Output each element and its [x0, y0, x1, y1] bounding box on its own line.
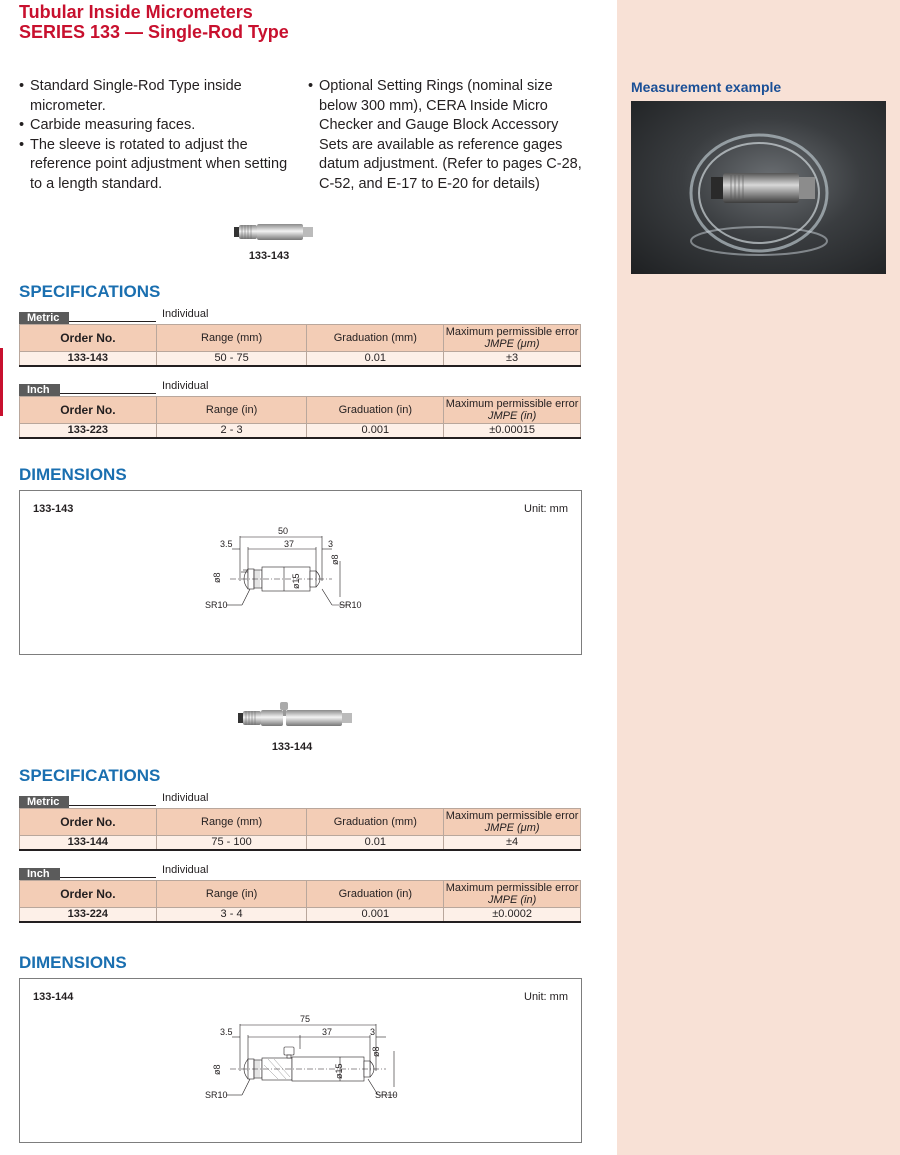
- cell-range: 2 - 3: [156, 424, 307, 439]
- mpe-line-2: JMPE (in): [487, 894, 537, 906]
- inch-tag: [19, 864, 156, 878]
- cell-range: 75 - 100: [156, 836, 307, 851]
- dim-sr-right: SR10: [375, 1090, 398, 1100]
- cell-range: 3 - 4: [156, 908, 307, 923]
- inch-tab-label: Inch: [19, 384, 60, 396]
- dim-dia-right: ø8: [330, 554, 340, 565]
- product-image-133-143: [234, 221, 316, 243]
- measurement-example-title: Measurement example: [631, 79, 782, 95]
- dim-sr-left: SR10: [205, 1090, 228, 1100]
- dim-right: 3: [328, 539, 334, 549]
- specifications-heading: SPECIFICATIONS: [19, 282, 161, 301]
- product-image-133-144: [238, 698, 354, 730]
- cell-order: 133-143: [20, 352, 157, 367]
- metric-tab-label: Metric: [19, 796, 69, 808]
- cell-mpe: ±4: [444, 836, 581, 851]
- col-header-range: Range (in): [156, 881, 307, 908]
- cell-order: 133-144: [20, 836, 157, 851]
- cell-graduation: 0.001: [307, 424, 444, 439]
- col-header-order: Order No.: [20, 397, 157, 424]
- metric-tag: [19, 308, 156, 322]
- bullet-list-right: [308, 77, 588, 194]
- dim-dia-big: ø15: [291, 573, 301, 589]
- col-header-mpe: [444, 881, 581, 908]
- metric-spec-table: [19, 808, 581, 851]
- product-label: 133-143: [248, 250, 290, 262]
- metric-tab-label: Metric: [19, 312, 69, 324]
- title-line-1: Tubular Inside Micrometers: [19, 2, 253, 22]
- dimension-model-label: 133-144: [33, 991, 74, 1003]
- table-row: [20, 424, 581, 439]
- inch-note: Individual: [162, 864, 209, 876]
- col-header-order: Order No.: [20, 325, 157, 352]
- bullet-item: • The sleeve is rotated to adjust the reference point adjustment when setting to a length standard.: [19, 136, 301, 195]
- inch-spec-table: [19, 396, 581, 439]
- inch-tab-label: Inch: [19, 868, 60, 880]
- bullet-item: • Standard Single-Rod Type inside micrometer.: [19, 77, 301, 116]
- dimensions-heading: DIMENSIONS: [19, 465, 127, 484]
- col-header-range: Range (mm): [156, 325, 307, 352]
- col-header-order: Order No.: [20, 809, 157, 836]
- dim-dia-right: ø8: [371, 1046, 381, 1057]
- cell-mpe: ±0.00015: [444, 424, 581, 439]
- col-header-graduation: Graduation (in): [307, 881, 444, 908]
- col-header-mpe: [444, 325, 581, 352]
- table-row: [20, 908, 581, 923]
- col-header-range: Range (in): [156, 397, 307, 424]
- dimension-unit: Unit: mm: [524, 991, 568, 1003]
- cell-mpe: ±3: [444, 352, 581, 367]
- dimensions-heading: DIMENSIONS: [19, 953, 127, 972]
- dim-dia-small: ø8: [212, 1064, 222, 1075]
- measurement-example-photo: [631, 101, 886, 274]
- cell-order: 133-224: [20, 908, 157, 923]
- dim-dia-big: ø15: [334, 1063, 344, 1079]
- col-header-mpe: [444, 809, 581, 836]
- dimension-drawing-133-144: [19, 978, 582, 1143]
- mpe-line-1: Maximum permissible error: [445, 398, 579, 410]
- cell-graduation: 0.001: [307, 908, 444, 923]
- dim-left: 3.5: [220, 539, 233, 549]
- product-label: 133-144: [271, 741, 313, 753]
- inch-tag: [19, 380, 156, 394]
- page-edge-marker: [0, 348, 3, 416]
- cell-graduation: 0.01: [307, 836, 444, 851]
- metric-note: Individual: [162, 308, 209, 320]
- cell-range: 50 - 75: [156, 352, 307, 367]
- mpe-line-1: Maximum permissible error: [445, 326, 579, 338]
- mpe-line-2: JMPE (μm): [484, 822, 540, 834]
- page-title: [19, 2, 289, 42]
- dim-sr-left: SR10: [205, 600, 228, 610]
- bullet-item: • Carbide measuring faces.: [19, 116, 301, 136]
- title-line-2: SERIES 133 — Single-Rod Type: [19, 22, 289, 42]
- cell-graduation: 0.01: [307, 352, 444, 367]
- cell-order: 133-223: [20, 424, 157, 439]
- bullet-item: • Optional Setting Rings (nominal size below 300 mm), CERA Inside Micro Checker and Gauge Block Accessory Sets are available as reference gages datum adjustment. (Refer to pages C-28, C-52, and E-17 to E-20 for details): [308, 77, 588, 194]
- bullet-list-left: [19, 77, 301, 194]
- dim-left: 3.5: [220, 1027, 233, 1037]
- dimension-unit: Unit: mm: [524, 503, 568, 515]
- table-row: [20, 836, 581, 851]
- dim-sr-right: SR10: [339, 600, 362, 610]
- col-header-order: Order No.: [20, 881, 157, 908]
- metric-note: Individual: [162, 792, 209, 804]
- dim-dia-small: ø8: [212, 572, 222, 583]
- metric-tag: [19, 792, 156, 806]
- dim-overall: 50: [278, 526, 289, 536]
- specifications-heading: SPECIFICATIONS: [19, 766, 161, 785]
- cell-mpe: ±0.0002: [444, 908, 581, 923]
- inch-note: Individual: [162, 380, 209, 392]
- col-header-mpe: [444, 397, 581, 424]
- metric-spec-table: [19, 324, 581, 367]
- dimension-model-label: 133-143: [33, 503, 74, 515]
- mpe-line-1: Maximum permissible error: [445, 810, 579, 822]
- inch-spec-table: [19, 880, 581, 923]
- dim-middle: 37: [322, 1027, 333, 1037]
- dimension-drawing-133-143: [19, 490, 582, 655]
- dim-overall: 75: [300, 1014, 311, 1024]
- mpe-line-2: JMPE (in): [487, 410, 537, 422]
- mpe-line-1: Maximum permissible error: [445, 882, 579, 894]
- mpe-line-2: JMPE (μm): [484, 338, 540, 350]
- col-header-graduation: Graduation (mm): [307, 325, 444, 352]
- col-header-graduation: Graduation (in): [307, 397, 444, 424]
- dim-middle: 37: [284, 539, 295, 549]
- col-header-range: Range (mm): [156, 809, 307, 836]
- col-header-graduation: Graduation (mm): [307, 809, 444, 836]
- table-row: [20, 352, 581, 367]
- dim-right: 3: [370, 1027, 376, 1037]
